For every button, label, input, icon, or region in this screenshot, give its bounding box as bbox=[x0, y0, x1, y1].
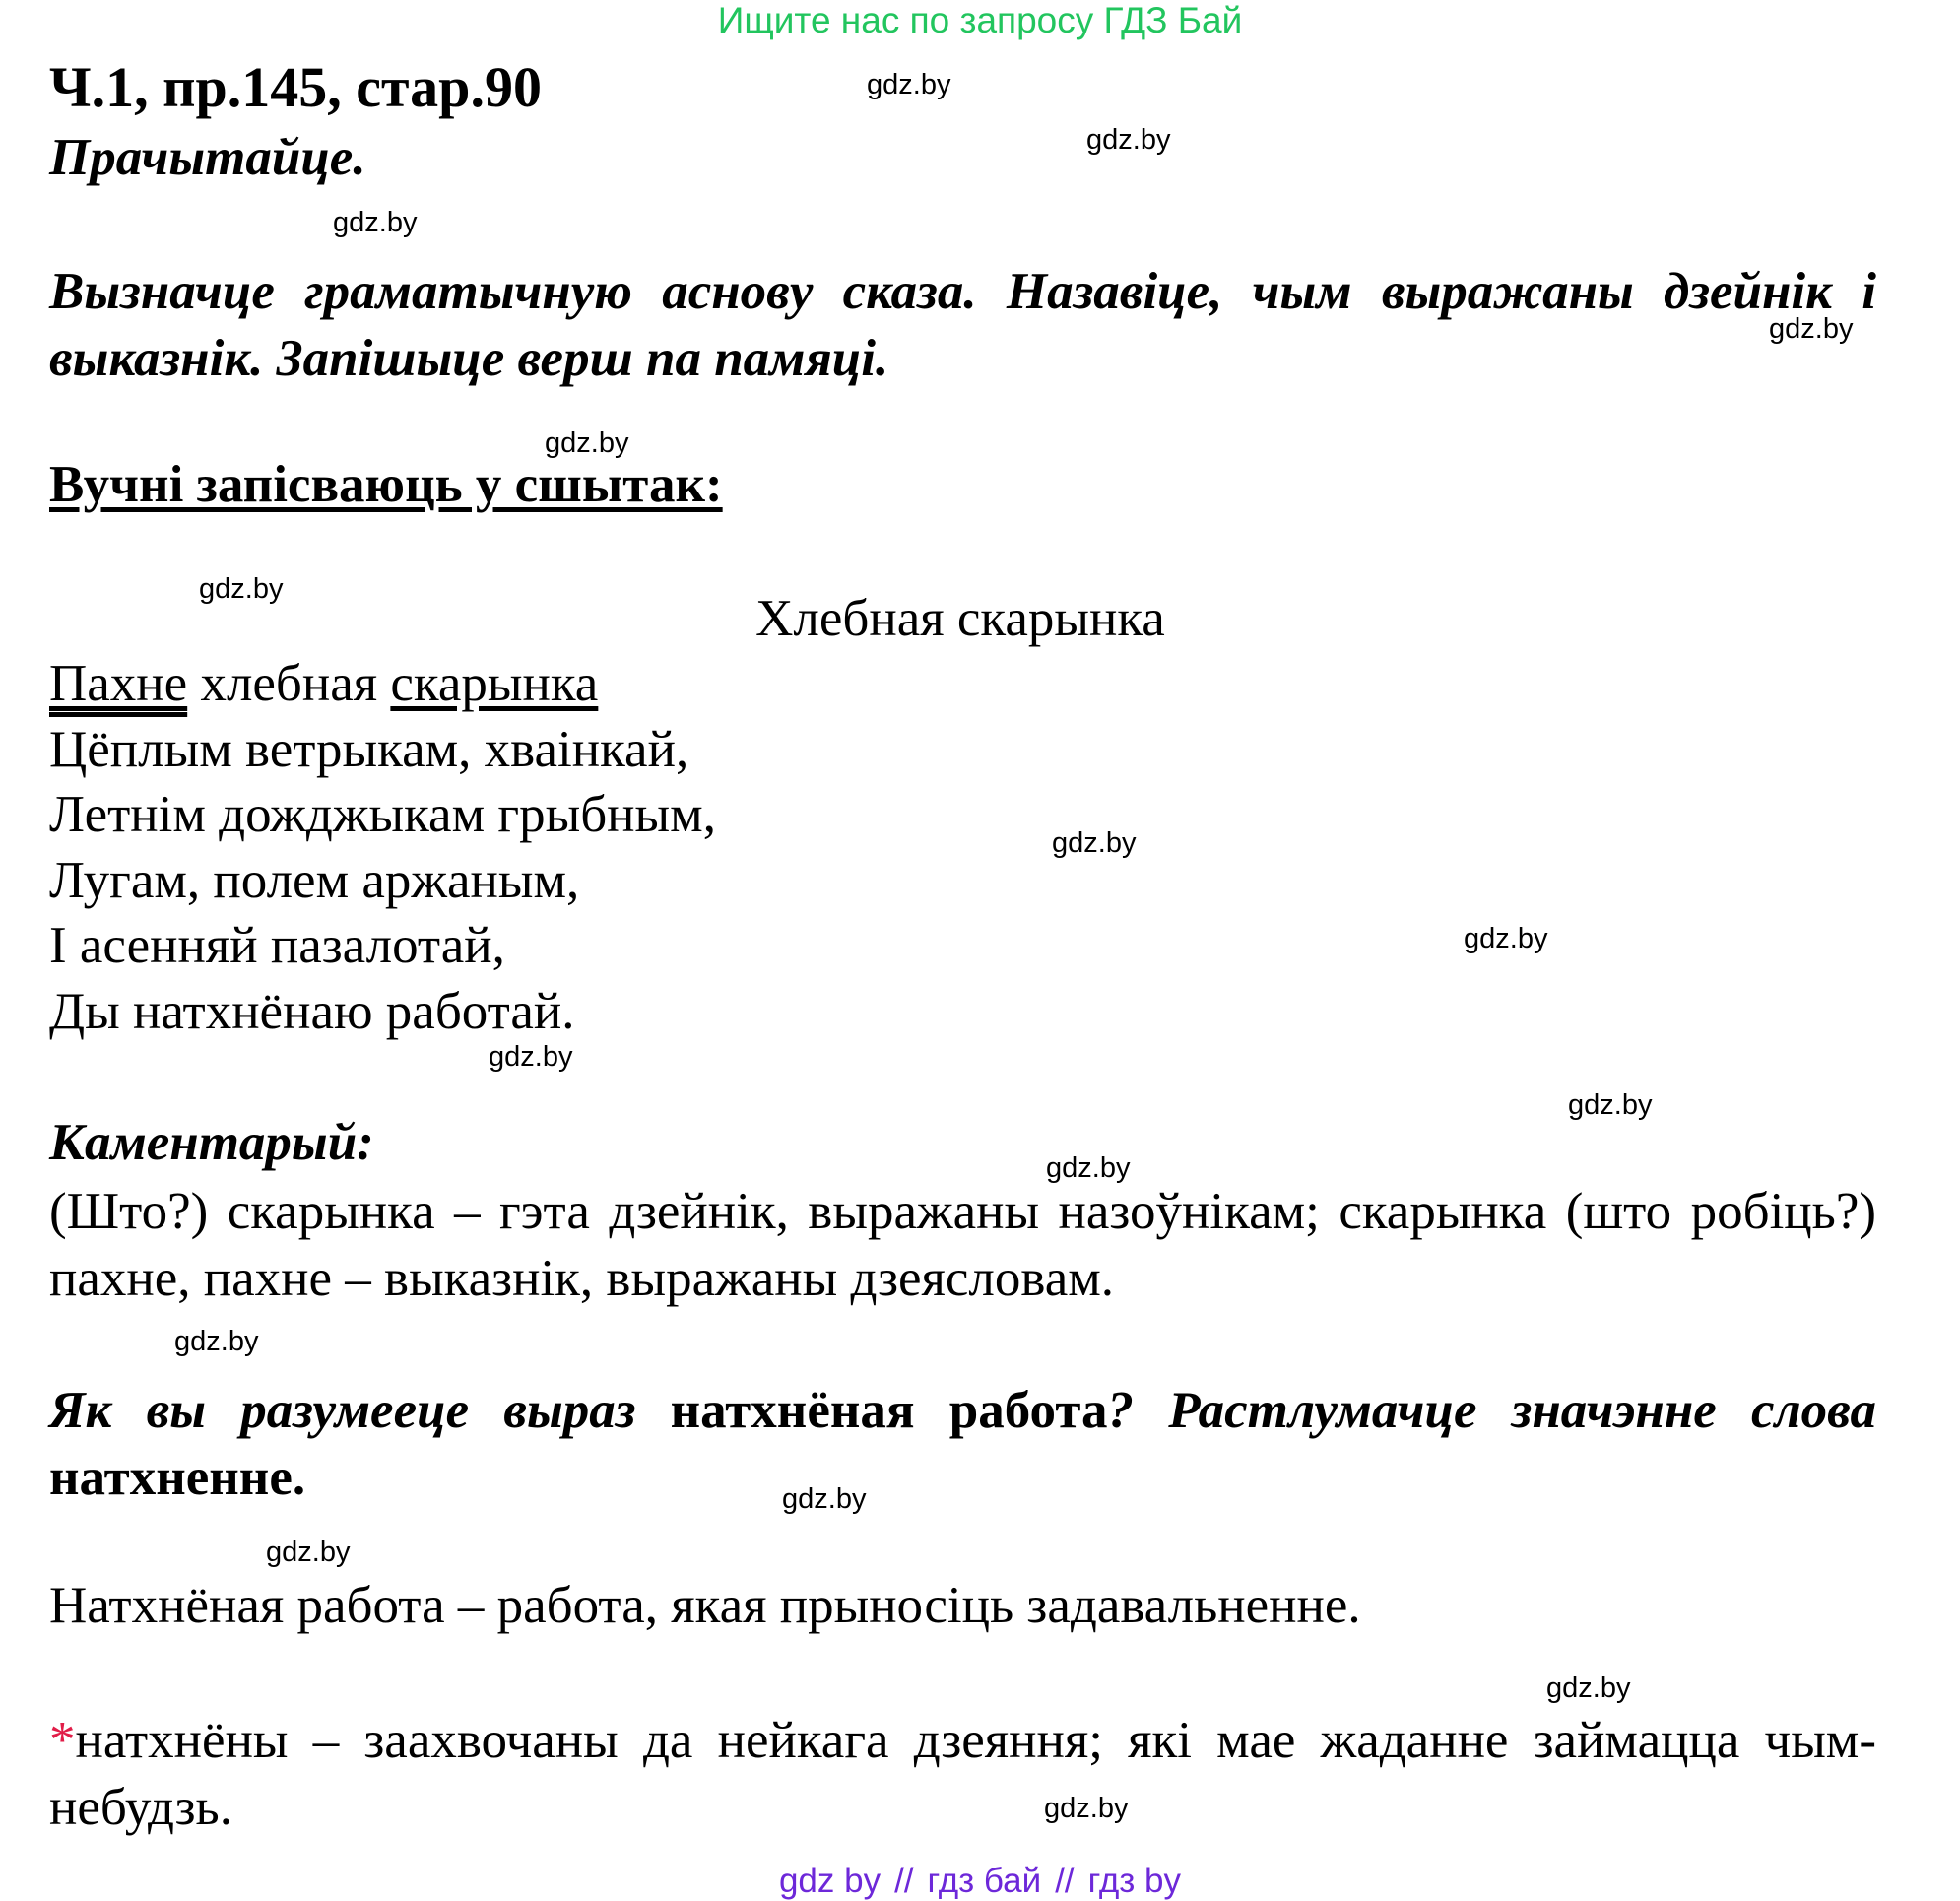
watermark: gdz.by bbox=[1568, 1089, 1653, 1121]
task-2-phrase: натхнёная работа bbox=[670, 1382, 1108, 1439]
poem-line-1-middle: хлебная bbox=[187, 655, 391, 712]
task-2-instruction bbox=[49, 1377, 1890, 1511]
commentary-label: Каментарый: bbox=[49, 1114, 374, 1171]
watermark: gdz.by bbox=[174, 1326, 259, 1357]
poem-line-5: І асенняй пазалотай, bbox=[49, 917, 505, 974]
footer-link-gdz-bai[interactable]: гдз бай bbox=[927, 1862, 1042, 1900]
watermark: gdz.by bbox=[545, 427, 629, 459]
poem-line-1 bbox=[49, 654, 598, 713]
watermark: gdz.by bbox=[1769, 313, 1854, 345]
watermark: gdz.by bbox=[333, 207, 418, 238]
answer-text: Натхнёная работа – работа, якая прыносіць задавальненне. bbox=[49, 1577, 1361, 1634]
poem-line-4: Лугам, полем аржаным, bbox=[49, 852, 580, 909]
footer-link-gdz-by-cyr[interactable]: гдз by bbox=[1087, 1862, 1182, 1900]
watermark: gdz.by bbox=[199, 573, 284, 605]
task-instruction: Вызначце граматычную аснову сказа. Назавіце, чым выражаны дзейнік і выказнік. Запішыце верш па памяці. bbox=[49, 263, 1876, 387]
watermark: gdz.by bbox=[1044, 1793, 1129, 1824]
watermark: gdz.by bbox=[266, 1537, 351, 1568]
commentary-text: (Што?) скарынка – гэта дзейнік, выражаны назоўнікам; скарынка (што робіць?) пахне, пахне – выказнік, выражаны дзеясловам. bbox=[49, 1183, 1876, 1307]
poem-line-3: Летнім дождж​ыкам грыбным, bbox=[49, 786, 716, 843]
read-instruction: Прачытайце. bbox=[49, 129, 366, 186]
footer-link-gdz-by[interactable]: gdz by bbox=[778, 1862, 882, 1900]
footer-separator: // bbox=[1055, 1862, 1075, 1900]
watermark: gdz.by bbox=[1052, 827, 1137, 859]
subject-word: скарынка bbox=[390, 655, 599, 712]
page-title: Ч.1, пр.145, стар.90 bbox=[49, 55, 542, 119]
watermark: gdz.by bbox=[1546, 1672, 1631, 1704]
watermark: gdz.by bbox=[1086, 124, 1171, 156]
footer-links bbox=[0, 1862, 1960, 1901]
poem-title: Хлебная скарынка bbox=[755, 590, 1165, 647]
watermark: gdz.by bbox=[782, 1483, 867, 1515]
watermark: gdz.by bbox=[489, 1041, 573, 1073]
task-2-word: натхненне bbox=[49, 1449, 293, 1506]
task-2-end: . bbox=[292, 1449, 306, 1506]
task-2-part1: Як вы разумееце выраз bbox=[49, 1382, 671, 1439]
predicate-word: Пахне bbox=[49, 655, 188, 712]
poem-line-2: Цёплым ветрыкам, хваінкай, bbox=[49, 721, 689, 778]
watermark: gdz.by bbox=[867, 69, 951, 100]
footer-separator: // bbox=[894, 1862, 914, 1900]
watermark: gdz.by bbox=[1046, 1152, 1131, 1184]
poem-line-6: Ды натхнёнаю работай. bbox=[49, 983, 575, 1040]
watermark: gdz.by bbox=[1464, 923, 1548, 954]
notebook-heading: Вучні запісваюць у сшытак: bbox=[49, 456, 723, 513]
definition bbox=[49, 1707, 1876, 1841]
top-banner: Ищите нас по запросу ГДЗ Бай bbox=[717, 0, 1243, 40]
task-2-part2: ? Растлумачце значэнне слова bbox=[1107, 1382, 1890, 1439]
asterisk-mark: * bbox=[49, 1712, 76, 1769]
definition-text: натхнёны – заахвочаны да нейкага дзеяння; які мае жаданне займацца чым-небудзь. bbox=[49, 1712, 1876, 1836]
